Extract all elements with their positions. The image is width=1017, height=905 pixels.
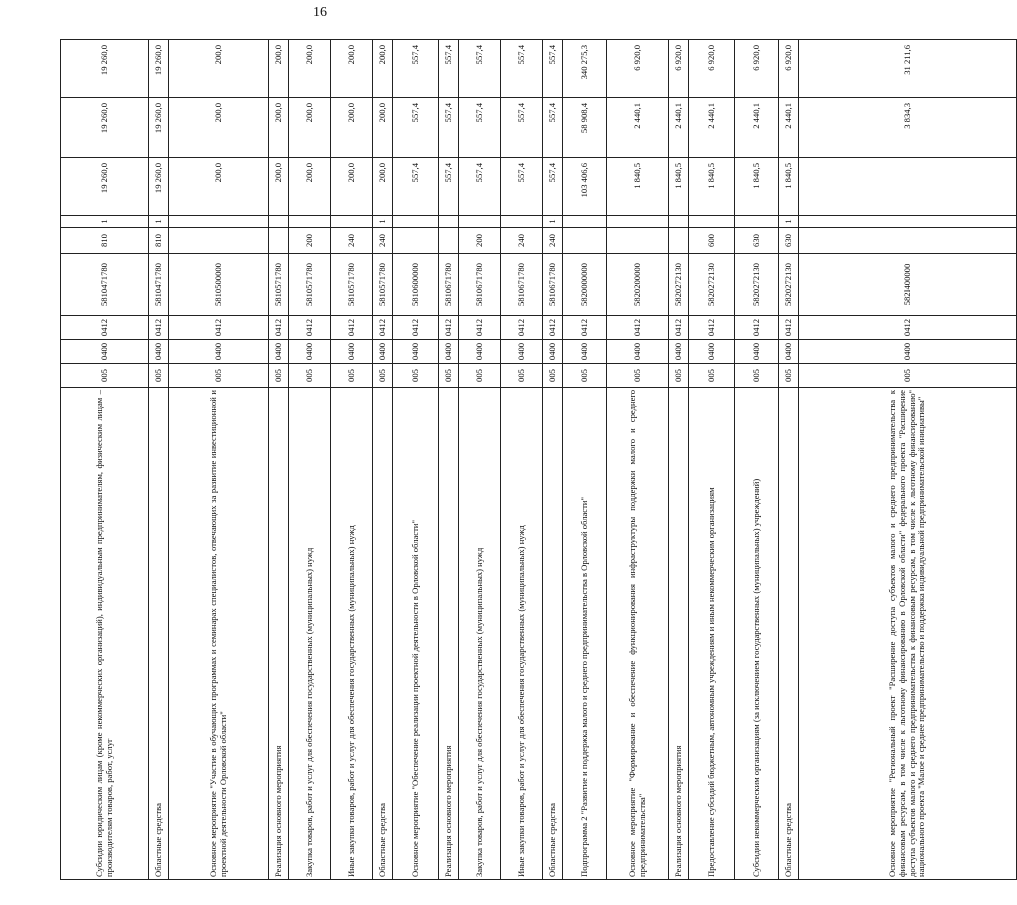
value-1-cell: 200,0 xyxy=(373,158,393,216)
value-2-cell: 3 834,3 xyxy=(799,98,1017,158)
value-3-cell: 340 275,3 xyxy=(563,40,607,98)
expense-type-cell: 600 xyxy=(689,228,735,254)
value-2-cell: 200,0 xyxy=(269,98,289,158)
description-cell: Реализация основного мероприятия xyxy=(269,388,289,880)
table-row xyxy=(439,40,459,880)
table-row xyxy=(169,40,269,880)
value-2-cell: 2 440,1 xyxy=(735,98,779,158)
mark-cell xyxy=(289,216,331,228)
description-cell: Реализация основного мероприятия xyxy=(439,388,459,880)
ministry-code-cell: 005 xyxy=(607,364,669,388)
value-3-cell: 557,4 xyxy=(393,40,439,98)
table-row xyxy=(799,40,1017,880)
ministry-code-cell: 005 xyxy=(669,364,689,388)
subsection-cell: 0412 xyxy=(689,316,735,340)
expense-type-cell: 240 xyxy=(373,228,393,254)
expense-type-cell xyxy=(669,228,689,254)
expense-type-cell: 200 xyxy=(289,228,331,254)
target-item-cell: 5810500000 xyxy=(169,254,269,316)
expense-type-cell: 630 xyxy=(735,228,779,254)
subsection-cell: 0412 xyxy=(459,316,501,340)
description-cell: Субсидии некоммерческим организациям (за исключением государственных (муниципальных) учреждений) xyxy=(735,388,779,880)
target-item-cell: 5810671780 xyxy=(543,254,563,316)
expense-type-cell: 630 xyxy=(779,228,799,254)
ministry-code-cell: 005 xyxy=(169,364,269,388)
value-3-cell: 557,4 xyxy=(543,40,563,98)
description-cell: Закупка товаров, работ и услуг для обеспечения государственных (муниципальных) нужд xyxy=(459,388,501,880)
subsection-cell: 0412 xyxy=(543,316,563,340)
description-cell: Субсидии юридическим лицам (кроме некоммерческих организаций), индивидуальным предпринимателям, физическим лицам – производителям товаров, работ, услуг xyxy=(61,388,149,880)
description-cell: Областные средства xyxy=(779,388,799,880)
table-row xyxy=(149,40,169,880)
value-3-cell: 200,0 xyxy=(289,40,331,98)
value-2-cell: 19 260,0 xyxy=(61,98,149,158)
ministry-code-cell: 005 xyxy=(501,364,543,388)
value-1-cell: 557,4 xyxy=(501,158,543,216)
value-1-cell xyxy=(799,158,1017,216)
expense-type-cell xyxy=(439,228,459,254)
description-cell: Областные средства xyxy=(149,388,169,880)
target-item-cell: 5820000000 xyxy=(563,254,607,316)
value-1-cell: 19 260,0 xyxy=(149,158,169,216)
table-row xyxy=(607,40,669,880)
subsection-cell: 0412 xyxy=(607,316,669,340)
target-item-cell: 5810571780 xyxy=(269,254,289,316)
description-cell: Предоставление субсидий бюджетным, автономным учреждениям и иным некоммерческим организациям xyxy=(689,388,735,880)
mark-cell xyxy=(169,216,269,228)
mark-cell: 1 xyxy=(543,216,563,228)
value-1-cell: 200,0 xyxy=(269,158,289,216)
value-1-cell: 1 840,5 xyxy=(735,158,779,216)
value-2-cell: 200,0 xyxy=(289,98,331,158)
mark-cell xyxy=(439,216,459,228)
ministry-code-cell: 005 xyxy=(393,364,439,388)
target-item-cell: 5810571780 xyxy=(289,254,331,316)
value-1-cell: 1 840,5 xyxy=(689,158,735,216)
value-1-cell: 557,4 xyxy=(439,158,459,216)
section-cell: 0400 xyxy=(459,340,501,364)
target-item-cell: 5810571780 xyxy=(373,254,393,316)
value-3-cell: 557,4 xyxy=(459,40,501,98)
value-1-cell: 200,0 xyxy=(289,158,331,216)
section-cell: 0400 xyxy=(269,340,289,364)
target-item-cell: 5820272130 xyxy=(689,254,735,316)
table-row xyxy=(393,40,439,880)
section-cell: 0400 xyxy=(607,340,669,364)
value-2-cell: 557,4 xyxy=(501,98,543,158)
ministry-code-cell: 005 xyxy=(331,364,373,388)
value-1-cell: 1 840,5 xyxy=(669,158,689,216)
expense-type-cell: 240 xyxy=(501,228,543,254)
table-row xyxy=(689,40,735,880)
value-3-cell: 200,0 xyxy=(373,40,393,98)
table-row xyxy=(289,40,331,880)
target-item-cell: 5810671780 xyxy=(439,254,459,316)
mark-cell xyxy=(501,216,543,228)
mark-cell: 1 xyxy=(373,216,393,228)
table-rotated-container xyxy=(60,40,927,880)
expense-type-cell xyxy=(563,228,607,254)
expense-type-cell xyxy=(393,228,439,254)
description-cell: Основное мероприятие "Участие в обучающих программах и семинарах специалистов, отвечающих за развитие инвестиционной и проектной деятельности Орловской области" xyxy=(169,388,269,880)
subsection-cell: 0412 xyxy=(393,316,439,340)
target-item-cell: 5820272130 xyxy=(669,254,689,316)
mark-cell xyxy=(669,216,689,228)
target-item-cell: 5810571780 xyxy=(331,254,373,316)
value-2-cell: 2 440,1 xyxy=(689,98,735,158)
expense-type-cell: 240 xyxy=(331,228,373,254)
target-item-cell: 5820200000 xyxy=(607,254,669,316)
value-3-cell: 557,4 xyxy=(439,40,459,98)
value-2-cell: 2 440,1 xyxy=(607,98,669,158)
ministry-code-cell: 005 xyxy=(61,364,149,388)
value-2-cell: 557,4 xyxy=(459,98,501,158)
target-item-cell: 5810671780 xyxy=(501,254,543,316)
expense-type-cell xyxy=(607,228,669,254)
subsection-cell: 0412 xyxy=(563,316,607,340)
section-cell: 0400 xyxy=(61,340,149,364)
table-row xyxy=(779,40,799,880)
value-3-cell: 6 920,0 xyxy=(689,40,735,98)
section-cell: 0400 xyxy=(331,340,373,364)
mark-cell xyxy=(563,216,607,228)
subsection-cell: 0412 xyxy=(439,316,459,340)
value-1-cell: 200,0 xyxy=(169,158,269,216)
section-cell: 0400 xyxy=(373,340,393,364)
value-3-cell: 200,0 xyxy=(269,40,289,98)
section-cell: 0400 xyxy=(501,340,543,364)
table-row xyxy=(735,40,779,880)
value-2-cell: 200,0 xyxy=(331,98,373,158)
target-item-cell: 5820272130 xyxy=(735,254,779,316)
value-3-cell: 6 920,0 xyxy=(607,40,669,98)
mark-cell: 1 xyxy=(149,216,169,228)
ministry-code-cell: 005 xyxy=(269,364,289,388)
table-rotation xyxy=(60,40,927,880)
expense-type-cell xyxy=(269,228,289,254)
description-cell: Реализация основного мероприятия xyxy=(669,388,689,880)
section-cell: 0400 xyxy=(439,340,459,364)
section-cell: 0400 xyxy=(289,340,331,364)
section-cell: 0400 xyxy=(779,340,799,364)
section-cell: 0400 xyxy=(169,340,269,364)
expense-type-cell: 810 xyxy=(61,228,149,254)
section-cell: 0400 xyxy=(669,340,689,364)
table-row xyxy=(331,40,373,880)
section-cell: 0400 xyxy=(543,340,563,364)
subsection-cell: 0412 xyxy=(799,316,1017,340)
table-row xyxy=(501,40,543,880)
value-2-cell: 557,4 xyxy=(543,98,563,158)
mark-cell xyxy=(799,216,1017,228)
description-cell: Основное мероприятие "Обеспечение реализации проектной деятельности в Орловской области" xyxy=(393,388,439,880)
expense-type-cell xyxy=(169,228,269,254)
value-3-cell: 6 920,0 xyxy=(779,40,799,98)
value-3-cell: 6 920,0 xyxy=(669,40,689,98)
description-cell: Основное мероприятие "Формирование и обеспечение функционирования инфраструктуры поддержки малого и среднего предпринимательства" xyxy=(607,388,669,880)
description-cell: Иные закупки товаров, работ и услуг для обеспечения государственных (муниципальных) нужд xyxy=(501,388,543,880)
section-cell: 0400 xyxy=(735,340,779,364)
value-3-cell: 200,0 xyxy=(169,40,269,98)
table-row xyxy=(61,40,149,880)
mark-cell: 1 xyxy=(61,216,149,228)
value-2-cell: 200,0 xyxy=(169,98,269,158)
target-item-cell: 582I400000 xyxy=(799,254,1017,316)
description-cell: Областные средства xyxy=(373,388,393,880)
value-3-cell: 557,4 xyxy=(501,40,543,98)
mark-cell xyxy=(689,216,735,228)
value-1-cell: 557,4 xyxy=(459,158,501,216)
subsection-cell: 0412 xyxy=(669,316,689,340)
value-2-cell: 557,4 xyxy=(439,98,459,158)
value-1-cell: 557,4 xyxy=(393,158,439,216)
table-row xyxy=(373,40,393,880)
section-cell: 0400 xyxy=(799,340,1017,364)
subsection-cell: 0412 xyxy=(169,316,269,340)
value-3-cell: 6 920,0 xyxy=(735,40,779,98)
subsection-cell: 0412 xyxy=(61,316,149,340)
section-cell: 0400 xyxy=(149,340,169,364)
page-number: 16 xyxy=(313,5,327,20)
value-1-cell: 103 406,6 xyxy=(563,158,607,216)
value-1-cell: 557,4 xyxy=(543,158,563,216)
table-row xyxy=(459,40,501,880)
ministry-code-cell: 005 xyxy=(439,364,459,388)
value-2-cell: 58 908,4 xyxy=(563,98,607,158)
description-cell: Подпрограмма 2 "Развитие и поддержка малого и среднего предпринимательства в Орловской области" xyxy=(563,388,607,880)
ministry-code-cell: 005 xyxy=(735,364,779,388)
target-item-cell: 5810471780 xyxy=(61,254,149,316)
subsection-cell: 0412 xyxy=(149,316,169,340)
value-1-cell: 19 260,0 xyxy=(61,158,149,216)
value-1-cell: 1 840,5 xyxy=(607,158,669,216)
target-item-cell: 5820272130 xyxy=(779,254,799,316)
ministry-code-cell: 005 xyxy=(289,364,331,388)
section-cell: 0400 xyxy=(689,340,735,364)
value-1-cell: 200,0 xyxy=(331,158,373,216)
subsection-cell: 0412 xyxy=(289,316,331,340)
ministry-code-cell: 005 xyxy=(459,364,501,388)
table-row xyxy=(669,40,689,880)
value-3-cell: 200,0 xyxy=(331,40,373,98)
table-row xyxy=(269,40,289,880)
ministry-code-cell: 005 xyxy=(563,364,607,388)
target-item-cell: 5810600000 xyxy=(393,254,439,316)
mark-cell xyxy=(607,216,669,228)
subsection-cell: 0412 xyxy=(373,316,393,340)
mark-cell xyxy=(331,216,373,228)
description-cell: Областные средства xyxy=(543,388,563,880)
value-2-cell: 2 440,1 xyxy=(669,98,689,158)
subsection-cell: 0412 xyxy=(501,316,543,340)
mark-cell xyxy=(735,216,779,228)
table-row xyxy=(563,40,607,880)
description-cell: Основное мероприятие "Региональный проект "Расширение доступа субъектов малого и среднего предпринимательства к финансовым ресурсам, в том числе к льготному финансированию в Орловской области" федерального проекта "Расширение доступа субъектов малого и среднего предпринимательства к финансовым ресурсам, в том числе к льготному финансированию" национального проекта "Малое и среднее предпринимательство и поддержка индивидуальной предпринимательской инициативы" xyxy=(799,388,1017,880)
value-2-cell: 200,0 xyxy=(373,98,393,158)
value-3-cell: 31 211,6 xyxy=(799,40,1017,98)
budget-table xyxy=(60,39,1017,880)
target-item-cell: 5810471780 xyxy=(149,254,169,316)
subsection-cell: 0412 xyxy=(331,316,373,340)
ministry-code-cell: 005 xyxy=(779,364,799,388)
ministry-code-cell: 005 xyxy=(689,364,735,388)
value-3-cell: 19 260,0 xyxy=(61,40,149,98)
description-cell: Иные закупки товаров, работ и услуг для обеспечения государственных (муниципальных) нужд xyxy=(331,388,373,880)
expense-type-cell xyxy=(799,228,1017,254)
mark-cell xyxy=(269,216,289,228)
mark-cell: 1 xyxy=(779,216,799,228)
expense-type-cell: 200 xyxy=(459,228,501,254)
section-cell: 0400 xyxy=(393,340,439,364)
value-2-cell: 2 440,1 xyxy=(779,98,799,158)
table-row xyxy=(543,40,563,880)
value-1-cell: 1 840,5 xyxy=(779,158,799,216)
description-cell: Закупка товаров, работ и услуг для обеспечения государственных (муниципальных) нужд xyxy=(289,388,331,880)
subsection-cell: 0412 xyxy=(735,316,779,340)
value-3-cell: 19 260,0 xyxy=(149,40,169,98)
ministry-code-cell: 005 xyxy=(543,364,563,388)
section-cell: 0400 xyxy=(563,340,607,364)
ministry-code-cell: 005 xyxy=(373,364,393,388)
value-2-cell: 19 260,0 xyxy=(149,98,169,158)
subsection-cell: 0412 xyxy=(269,316,289,340)
mark-cell xyxy=(459,216,501,228)
expense-type-cell: 810 xyxy=(149,228,169,254)
expense-type-cell: 240 xyxy=(543,228,563,254)
mark-cell xyxy=(393,216,439,228)
ministry-code-cell: 005 xyxy=(799,364,1017,388)
target-item-cell: 5810671780 xyxy=(459,254,501,316)
value-2-cell: 557,4 xyxy=(393,98,439,158)
subsection-cell: 0412 xyxy=(779,316,799,340)
ministry-code-cell: 005 xyxy=(149,364,169,388)
